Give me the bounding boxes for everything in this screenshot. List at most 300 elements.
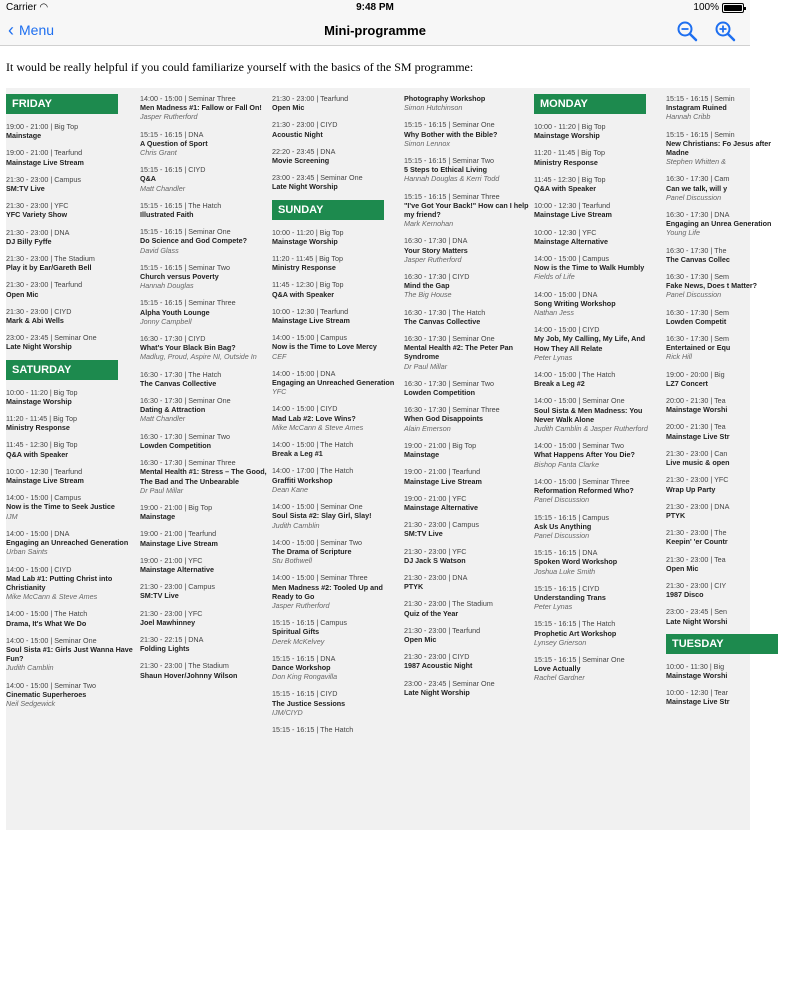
day-header: SATURDAY xyxy=(6,360,118,380)
event-name: Movie Screening xyxy=(272,156,330,166)
event-time: 16:30 - 17:30 | CIYD xyxy=(404,272,470,282)
programme-event xyxy=(404,547,532,565)
programme-event xyxy=(272,618,400,646)
event-time: 11:45 - 12:30 | Big Top xyxy=(6,440,78,450)
event-time: 23:00 - 23:45 | Seminar One xyxy=(6,333,97,343)
event-speaker: Young Life xyxy=(666,228,700,238)
event-time: 14:00 - 15:00 | Seminar Two xyxy=(534,441,625,451)
event-name: SM:TV Live xyxy=(404,529,443,539)
event-time: 16:30 - 17:30 | The Hatch xyxy=(140,369,222,379)
event-name: Mainstage Live Stream xyxy=(534,210,612,220)
event-name: Reformation Reformed Who? xyxy=(534,486,634,496)
event-name: Mainstage Live Stream xyxy=(6,157,84,167)
event-time: 21:30 - 23:00 | The Stadium xyxy=(6,254,95,264)
event-name: Quiz of the Year xyxy=(404,608,459,618)
event-speaker: Jasper Rutherford xyxy=(404,254,462,264)
event-time: 19:00 - 21:00 | Tearfund xyxy=(6,148,83,158)
event-time: 10:00 - 11:20 | Big Top xyxy=(272,227,344,237)
event-speaker: Mike McCann & Steve Ames xyxy=(6,592,98,602)
programme-event xyxy=(272,228,400,246)
programme-event xyxy=(6,122,134,140)
battery-percent: 100% xyxy=(693,2,719,13)
event-time: 16:30 - 17:30 | CIYD xyxy=(140,334,206,344)
event-speaker: YFC xyxy=(272,387,287,397)
event-time: 15:15 - 16:15 | Seminar One xyxy=(140,227,231,237)
event-name: Mainstage Worship xyxy=(272,236,338,246)
programme-event xyxy=(534,228,662,246)
page-title: Mini-programme xyxy=(324,23,426,38)
programme-event xyxy=(534,584,662,612)
event-name: Lowden Competit xyxy=(666,316,727,326)
event-name: 1987 Acoustic Night xyxy=(404,661,473,671)
event-name: What's Your Black Bin Bag? xyxy=(140,343,236,353)
event-speaker: Madlug, Proud, Aspire NI, Outside In xyxy=(140,352,257,362)
event-time: 20:00 - 21:30 | Tea xyxy=(666,422,726,432)
event-speaker: Dr Paul Millar xyxy=(140,485,184,495)
event-speaker: Dean Kane xyxy=(272,484,308,494)
event-name: Fake News, Does t Matter? xyxy=(666,281,758,291)
event-name: Cinematic Superheroes xyxy=(6,689,87,699)
programme-event xyxy=(666,272,794,300)
programme-event xyxy=(140,635,268,653)
programme-event xyxy=(140,263,268,291)
event-time: 11:45 - 12:30 | Big Top xyxy=(534,174,606,184)
event-name: Spoken Word Workshop xyxy=(534,557,618,567)
event-name: DJ Billy Fyffe xyxy=(6,236,52,246)
event-name: Mainstage Worship xyxy=(6,396,72,406)
event-speaker: Joshua Luke Smith xyxy=(534,566,596,576)
programme-event xyxy=(140,334,268,362)
navigation-bar xyxy=(0,16,750,46)
event-name: Mainstage Live Stream xyxy=(140,538,218,548)
event-time: 19:00 - 21:00 | Big Top xyxy=(404,440,477,450)
event-time: 15:15 - 16:15 | The Hatch xyxy=(534,619,616,629)
event-time: 16:30 - 17:30 | The Hatch xyxy=(404,307,486,317)
event-time: 15:15 - 16:15 | The Hatch xyxy=(272,724,354,734)
programme-event xyxy=(6,333,134,351)
event-name: Q&A with Speaker xyxy=(6,449,69,459)
event-time: 21:30 - 23:00 | Campus xyxy=(6,174,81,184)
event-name: Engaging an Unrea Generation xyxy=(666,219,772,229)
event-time: 14:00 - 15:00 | The Hatch xyxy=(272,440,354,450)
programme-event xyxy=(404,405,532,433)
programme-event xyxy=(404,272,532,300)
programme-column xyxy=(534,94,662,691)
event-time: 11:45 - 12:30 | Big Top xyxy=(272,280,344,290)
event-name: Late Night Worship xyxy=(6,342,72,352)
event-name: Mainstage Worshi xyxy=(666,670,728,680)
event-time: 21:30 - 23:00 | DNA xyxy=(6,227,70,237)
event-name: Mind the Gap xyxy=(404,281,450,291)
programme-event xyxy=(140,432,268,450)
event-time: 15:15 - 16:15 | DNA xyxy=(140,129,204,139)
event-name: Ministry Response xyxy=(272,263,336,273)
intro-text: It would be really helpful if you could familiarize yourself with the basics of the SM programme: xyxy=(6,60,474,74)
event-name: Shaun Hover/Johnny Wilson xyxy=(140,670,238,680)
event-time: 15:15 - 16:15 | DNA xyxy=(534,548,598,558)
programme-event xyxy=(272,466,400,494)
event-speaker: Rick Hill xyxy=(666,352,692,362)
event-name: Church versus Poverty xyxy=(140,272,219,282)
event-name: Your Story Matters xyxy=(404,245,468,255)
programme-event xyxy=(666,422,794,440)
event-speaker: Derek McKelvey xyxy=(272,636,325,646)
event-speaker: Rachel Gardner xyxy=(534,673,585,683)
programme-event xyxy=(404,467,532,485)
programme-event xyxy=(666,528,794,546)
programme-event xyxy=(404,192,532,229)
back-button[interactable] xyxy=(8,21,54,39)
event-time: 21:30 - 23:00 | Can xyxy=(666,448,728,458)
event-name: Mainstage xyxy=(404,450,440,460)
event-name: Mad Lab #2: Love Wins? xyxy=(272,413,356,423)
event-time: 19:00 - 21:00 | Big Top xyxy=(6,122,79,131)
event-name: Ministry Response xyxy=(6,423,70,433)
programme-event xyxy=(666,502,794,520)
event-name: Can we talk, will y xyxy=(666,183,728,193)
event-name: Live music & open xyxy=(666,458,730,468)
event-speaker: Peter Lynas xyxy=(534,352,573,362)
day-header: TUESDAY xyxy=(666,634,778,654)
event-name: SM:TV Live xyxy=(6,184,45,194)
programme-event xyxy=(140,503,268,521)
event-name: The Canvas Collec xyxy=(666,254,730,264)
event-time: 15:15 - 16:15 | Seminar One xyxy=(534,654,625,664)
event-name: The Canvas Collective xyxy=(140,378,217,388)
event-name: Lowden Competition xyxy=(140,440,212,450)
programme-event xyxy=(534,175,662,193)
event-name: Mainstage Live Str xyxy=(666,431,730,441)
programme-event xyxy=(272,404,400,432)
event-time: 23:00 - 23:45 | Seminar One xyxy=(272,173,363,183)
programme-column xyxy=(404,94,532,705)
programme-event xyxy=(666,130,794,167)
programme-event xyxy=(140,298,268,326)
programme-event xyxy=(534,254,662,282)
event-time: 23:00 - 23:45 | Seminar One xyxy=(404,678,495,688)
programme-event xyxy=(6,201,134,219)
programme-event xyxy=(404,441,532,459)
event-speaker: Chris Grant xyxy=(140,148,177,158)
event-time: 14:00 - 15:00 | Seminar Two xyxy=(6,680,97,690)
event-time: 16:30 - 17:30 | DNA xyxy=(666,210,730,220)
event-name: Photography Workshop xyxy=(404,94,486,103)
programme-event xyxy=(404,156,532,184)
programme-event xyxy=(666,210,794,238)
event-time: 21:30 - 23:00 | CIYD xyxy=(6,306,72,316)
programme-event xyxy=(404,334,532,371)
programme-event xyxy=(666,246,794,264)
event-time: 16:30 - 17:30 | Seminar Two xyxy=(404,378,495,388)
event-time: 19:00 - 21:00 | Tearfund xyxy=(140,529,217,539)
event-name: Mainstage Live Str xyxy=(666,697,730,707)
event-name: Song Writing Workshop xyxy=(534,298,616,308)
event-speaker: Matt Chandler xyxy=(140,183,186,193)
event-time: 15:15 - 16:15 | CIYD xyxy=(534,583,600,593)
event-time: 15:15 - 16:15 | The Hatch xyxy=(140,200,222,210)
event-name: Play it by Ear/Gareth Bell xyxy=(6,263,92,273)
event-time: 16:30 - 17:30 | Sem xyxy=(666,307,729,317)
event-time: 15:15 - 16:15 | DNA xyxy=(272,653,336,663)
event-time: 14:00 - 15:00 | Seminar Three xyxy=(140,94,236,103)
event-name: Ask Us Anything xyxy=(534,521,592,531)
event-name: Why Bother with the Bible? xyxy=(404,129,498,139)
event-speaker: IJM/CIYD xyxy=(272,707,303,717)
programme-column xyxy=(140,94,268,688)
event-speaker: Urban Saints xyxy=(6,547,48,557)
programme-event xyxy=(404,236,532,264)
programme-event xyxy=(666,662,794,680)
programme-event xyxy=(404,520,532,538)
event-name: Love Actually xyxy=(534,664,581,674)
event-name: Ministry Response xyxy=(534,157,598,167)
programme-event xyxy=(534,441,662,469)
event-speaker: Peter Lynas xyxy=(534,602,573,612)
event-name: Mainstage Worshi xyxy=(666,405,728,415)
programme-event xyxy=(534,477,662,505)
event-time: 21:30 - 23:00 | DNA xyxy=(666,501,730,511)
programme-event xyxy=(666,581,794,599)
event-time: 19:00 - 21:00 | Tearfund xyxy=(404,467,481,477)
event-name: Break a Leg #1 xyxy=(272,449,323,459)
programme-column xyxy=(666,94,794,715)
event-time: 14:00 - 15:00 | The Hatch xyxy=(534,370,616,380)
event-name: "I've Got Your Back!" How can I help my friend? xyxy=(404,200,529,220)
programme-event xyxy=(272,369,400,397)
event-name: Illustrated Faith xyxy=(140,210,194,220)
event-time: 10:00 - 12:30 | Tear xyxy=(666,688,729,698)
event-name: YFC Variety Show xyxy=(6,210,68,220)
event-time: 21:30 - 23:00 | DNA xyxy=(404,572,468,582)
event-time: 16:30 - 17:30 | Cam xyxy=(666,174,730,184)
programme-event xyxy=(534,548,662,576)
event-speaker: Jasper Rutherford xyxy=(140,112,198,122)
event-speaker: Jonny Campbell xyxy=(140,316,192,326)
event-time: 10:00 - 12:30 | Tearfund xyxy=(272,306,349,316)
programme-event xyxy=(534,325,662,362)
event-name: Late Night Worship xyxy=(272,182,338,192)
event-time: 20:00 - 21:30 | Tea xyxy=(666,396,726,406)
event-name: Joel Mawhinney xyxy=(140,617,196,627)
event-time: 22:20 - 23:45 | DNA xyxy=(272,146,336,156)
event-time: 14:00 - 15:00 | Campus xyxy=(6,493,81,503)
event-time: 21:30 - 23:00 | Campus xyxy=(140,582,215,592)
event-time: 16:30 - 17:30 | The xyxy=(666,245,727,255)
event-time: 16:30 - 17:30 | Seminar Three xyxy=(140,458,236,468)
programme-event xyxy=(272,440,400,458)
event-time: 21:30 - 22:15 | DNA xyxy=(140,634,204,644)
programme-event xyxy=(6,493,134,521)
event-speaker: Panel Discussion xyxy=(666,290,722,300)
programme-event xyxy=(140,556,268,574)
event-name: Entertained or Equ xyxy=(666,343,731,353)
zoom-in-button[interactable] xyxy=(714,20,736,42)
event-speaker: CEF xyxy=(272,351,287,361)
programme-event xyxy=(6,636,134,673)
event-name: Prophetic Art Workshop xyxy=(534,628,617,638)
event-time: 15:15 - 16:15 | CIYD xyxy=(140,165,206,175)
programme-event xyxy=(666,555,794,573)
event-speaker: Judith Camblin xyxy=(272,520,320,530)
programme-event xyxy=(404,626,532,644)
event-time: 21:30 - 23:00 | YFC xyxy=(666,475,729,485)
programme-event xyxy=(6,280,134,298)
event-speaker: Hannah Cribb xyxy=(666,112,711,122)
event-time: 21:30 - 23:00 | YFC xyxy=(140,608,203,618)
day-header: MONDAY xyxy=(534,94,646,114)
programme-event xyxy=(272,94,400,112)
event-time: 19:00 - 21:00 | YFC xyxy=(404,493,467,503)
event-time: 19:00 - 20:00 | Big xyxy=(666,369,725,379)
event-time: 14:00 - 17:00 | The Hatch xyxy=(272,466,354,476)
programme-event xyxy=(534,148,662,166)
chevron-left-icon: ‹ xyxy=(8,20,14,40)
event-name: Understanding Trans xyxy=(534,592,606,602)
event-speaker: Lynsey Grierson xyxy=(534,637,587,647)
event-name: Wrap Up Party xyxy=(666,484,716,494)
event-name: Soul Sista #1: Girls Just Wanna Have Fun? xyxy=(6,644,133,664)
event-name: Q&A with Speaker xyxy=(534,184,597,194)
event-time: 14:00 - 15:00 | Seminar One xyxy=(272,502,363,512)
event-time: 21:30 - 23:00 | CIYD xyxy=(404,652,470,662)
event-time: 11:20 - 11:45 | Big Top xyxy=(534,148,605,158)
programme-event xyxy=(140,529,268,547)
battery-indicator xyxy=(693,2,744,13)
carrier-label: Carrier ◠ xyxy=(6,2,49,13)
event-name: Men Madness #1: Fallow or Fall On! xyxy=(140,103,262,113)
event-time: 21:30 - 23:00 | CIYD xyxy=(272,120,338,130)
event-time: 16:30 - 17:30 | Sem xyxy=(666,272,729,282)
event-time: 21:30 - 23:00 | The Stadium xyxy=(140,661,229,671)
programme-event xyxy=(140,396,268,424)
programme-event xyxy=(6,440,134,458)
event-time: 10:00 - 11:20 | Big Top xyxy=(6,387,78,397)
programme-event xyxy=(404,494,532,512)
event-name: Mark & Abi Wells xyxy=(6,316,64,326)
day-header: FRIDAY xyxy=(6,94,118,114)
programme-event xyxy=(272,333,400,361)
status-bar xyxy=(0,0,750,16)
back-button-label: Menu xyxy=(19,22,55,38)
event-speaker: Nathan Jess xyxy=(534,308,574,318)
programme-event xyxy=(6,388,134,406)
event-time: 14:00 - 15:00 | Seminar Three xyxy=(534,476,630,486)
event-time: 16:30 - 17:30 | Seminar Three xyxy=(404,405,500,415)
event-name: Open Mic xyxy=(6,289,39,299)
event-name: Now is the Time to Walk Humbly xyxy=(534,263,645,273)
event-time: 10:00 - 12:30 | YFC xyxy=(534,227,597,237)
event-name: Engaging an Unreached Generation xyxy=(272,378,395,388)
programme-event xyxy=(666,396,794,414)
event-time: 21:30 - 23:00 | Tearfund xyxy=(404,625,481,635)
event-name: The Justice Sessions xyxy=(272,698,346,708)
programme-event xyxy=(272,173,400,191)
event-name: Dance Workshop xyxy=(272,662,331,672)
event-name: My Job, My Calling, My Life, And How They All Relate xyxy=(534,334,646,353)
event-name: New Christians: Fo Jesus after Madne xyxy=(666,138,772,158)
programme-event xyxy=(140,201,268,219)
event-speaker: Panel Discussion xyxy=(534,530,590,540)
event-time: 14:00 - 15:00 | DNA xyxy=(6,528,70,538)
programme-event xyxy=(6,681,134,709)
event-name: Q&A with Speaker xyxy=(272,289,335,299)
event-time: 14:00 - 15:00 | DNA xyxy=(272,368,336,378)
event-time: 14:00 - 15:00 | Campus xyxy=(534,254,609,264)
programme-event xyxy=(272,280,400,298)
programme-event xyxy=(404,308,532,326)
event-time: 15:15 - 16:15 | Semin xyxy=(666,94,735,103)
event-speaker: Don King Rongavilla xyxy=(272,672,338,682)
event-time: 16:30 - 17:30 | DNA xyxy=(404,236,468,246)
programme-event xyxy=(6,467,134,485)
day-header: SUNDAY xyxy=(272,200,384,220)
event-speaker: Dr Paul Millar xyxy=(404,361,448,371)
event-speaker: Jasper Rutherford xyxy=(272,600,330,610)
event-time: 21:30 - 23:00 | CIY xyxy=(666,580,727,590)
event-name: Mainstage xyxy=(140,512,176,522)
event-speaker: Bishop Fanta Clarke xyxy=(534,459,600,469)
event-name: The Drama of Scripture xyxy=(272,546,352,556)
wifi-icon: ◠ xyxy=(39,2,49,13)
event-name: Q&A xyxy=(140,174,156,184)
event-time: 10:00 - 11:30 | Big xyxy=(666,661,725,671)
event-speaker: The Big House xyxy=(404,290,452,300)
programme-event xyxy=(140,165,268,193)
event-time: 14:00 - 15:00 | Seminar One xyxy=(534,396,625,406)
event-name: The Canvas Collective xyxy=(404,316,481,326)
programme-event xyxy=(404,94,532,112)
programme-event xyxy=(272,502,400,530)
event-name: Now is the Time to Love Mercy xyxy=(272,342,377,352)
event-speaker: Mike McCann & Steve Ames xyxy=(272,422,364,432)
event-time: 15:15 - 16:15 | Campus xyxy=(272,618,347,628)
event-name: Open Mic xyxy=(404,634,437,644)
event-name: Acoustic Night xyxy=(272,129,323,139)
event-name: Mainstage xyxy=(6,131,42,141)
event-speaker: Stephen Whitten & xyxy=(666,157,726,167)
event-name: Folding Lights xyxy=(140,644,190,654)
programme-event xyxy=(272,538,400,566)
event-name: Lowden Competition xyxy=(404,388,476,398)
event-speaker: Matt Chandler xyxy=(140,414,186,424)
event-name: SM:TV Live xyxy=(140,591,179,601)
event-name: Instagram Ruined xyxy=(666,103,727,113)
programme-event xyxy=(140,458,268,495)
event-name: Keepin' 'er Countr xyxy=(666,537,728,547)
event-name: Late Night Worship xyxy=(404,687,470,697)
programme-event xyxy=(140,661,268,679)
zoom-out-icon xyxy=(676,20,698,42)
event-time: 21:30 - 23:00 | Tearfund xyxy=(272,94,349,103)
event-speaker: Hannah Douglas & Kerri Todd xyxy=(404,174,500,184)
event-name: Spiritual Gifts xyxy=(272,627,320,637)
programme-event xyxy=(140,609,268,627)
event-name: 5 Steps to Ethical Living xyxy=(404,165,488,175)
event-time: 14:00 - 15:00 | CIYD xyxy=(6,564,72,574)
event-name: Mainstage Live Stream xyxy=(6,476,84,486)
zoom-out-button[interactable] xyxy=(676,20,698,42)
event-speaker: Simon Hutchinson xyxy=(404,103,463,113)
event-time: 21:30 - 23:00 | YFC xyxy=(6,201,69,211)
programme-event xyxy=(140,94,268,122)
event-time: 16:30 - 17:30 | Seminar One xyxy=(404,334,495,344)
programme-event xyxy=(404,599,532,617)
event-time: 14:00 - 15:00 | Seminar Three xyxy=(272,573,368,583)
event-name: DJ Jack S Watson xyxy=(404,555,466,565)
event-name: PTYK xyxy=(404,582,424,592)
event-name: Do Science and God Compete? xyxy=(140,236,248,246)
zoom-in-icon xyxy=(714,20,736,42)
